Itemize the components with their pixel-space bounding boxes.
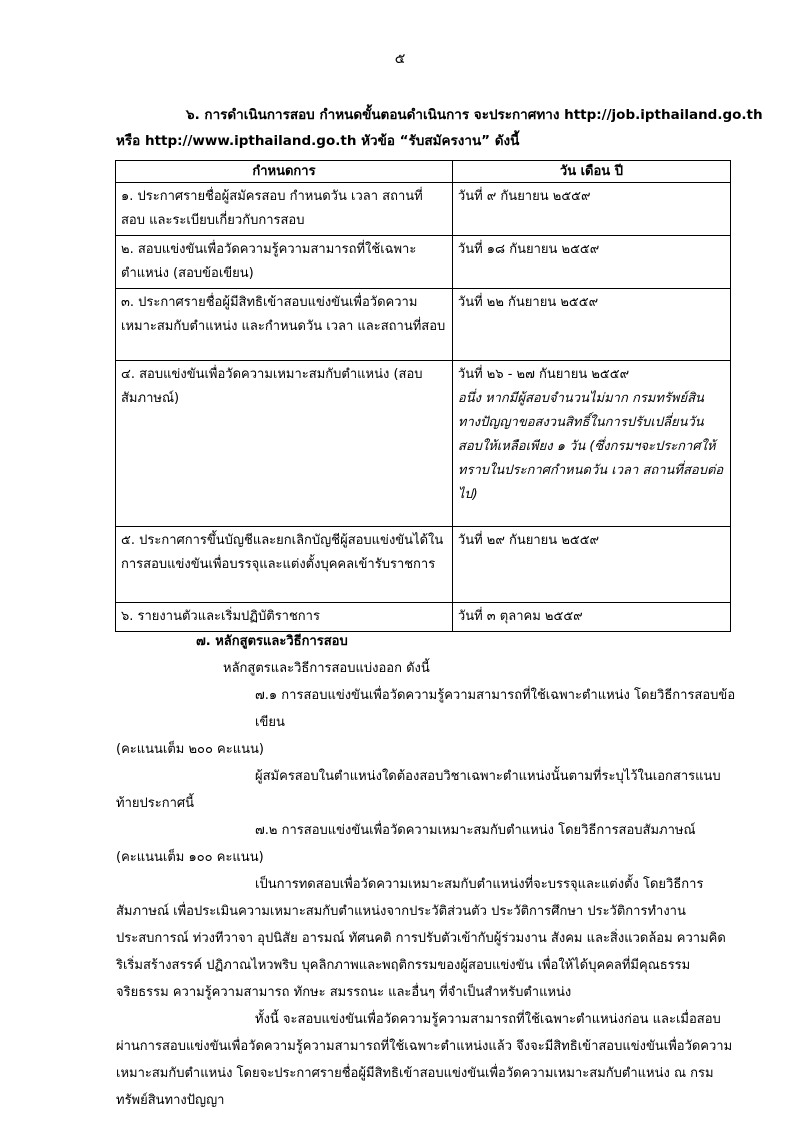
intro-line-2: หรือ http://www.ipthailand.go.th หัวข้อ “รับสมัครงาน” ดังนี้ <box>116 133 520 149</box>
date-cell: วันที่ ๓ ตุลาคม ๒๕๕๙ <box>452 603 730 632</box>
task-cell: ๕. ประกาศการขึ้นบัญชีและยกเลิกบัญชีผู้สอบแข่งขันได้ในการสอบแข่งขันเพื่อบรรจุและแต่งตั้งบุคคลเข้ารับราชการ <box>116 527 453 603</box>
schedule-table <box>115 160 731 632</box>
item-7-1-paragraph: ผู้สมัครสอบในตำแหน่งใดต้องสอบวิชาเฉพาะตำแหน่งนั้นตามที่ระบุไว้ในเอกสารแนบท้ายประกาศนี้ <box>116 769 721 811</box>
item-7-1-title: ๗.๑ การสอบแข่งขันเพื่อวัดความรู้ความสามารถที่ใช้เฉพาะตำแหน่ง โดยวิธีการสอบข้อเขียน <box>255 688 736 730</box>
page-number: ๕ <box>394 51 406 67</box>
task-cell: ๖. รายงานตัวและเริ่มปฏิบัติราชการ <box>116 603 453 632</box>
date-note: อนึ่ง หากมีผู้สอบจำนวนไม่มาก กรมทรัพย์สินทางปัญญาขอสงวนสิทธิ์ในการปรับเปลี่ยนวันสอบให้เหลือเพียง ๑ วัน (ซึ่งกรมฯจะประกาศให้ทราบในประกาศกำหนดวัน เวลา สถานที่สอบต่อไป) <box>457 391 724 502</box>
section-7 <box>116 628 736 1114</box>
interview-paragraph: เป็นการทดสอบเพื่อวัดความเหมาะสมกับตำแหน่งที่จะบรรจุและแต่งตั้ง โดยวิธีการสัมภาษณ์ เพื่อประเมินความเหมาะสมกับตำแหน่งจากประวัติส่วนตัว ประวัติการศึกษา ประวัติการทำงาน ประสบการณ์ ท่วงทีวาจา อุปนิสัย อารมณ์ ทัศนคติ การปรับตัวเข้ากับผู้ร่วมงาน สังคม และสิ่งแวดล้อม ความคิดริเริ่มสร้างสรรค์ ปฏิภาณไหวพริบ บุคลิกภาพและพฤติกรรมของผู้สอบแข่งขัน เพื่อให้ได้บุคคลที่มีคุณธรรม จริยธรรม ความรู้ความสามารถ ทักษะ สมรรถนะ และอื่นๆ ที่จำเป็นสำหรับตำแหน่ง <box>116 877 726 1000</box>
section-7-heading: ๗. หลักสูตรและวิธีการสอบ <box>196 634 348 649</box>
item-7-2-title: ๗.๒ การสอบแข่งขันเพื่อวัดความเหมาะสมกับตำแหน่ง โดยวิธีการสอบสัมภาษณ์ <box>255 823 696 838</box>
table-row <box>116 289 731 361</box>
date-cell: วันที่ ๙ กันยายน ๒๕๕๙ <box>452 183 730 236</box>
header-schedule: กำหนดการ <box>116 161 453 183</box>
table-header-row <box>116 161 731 183</box>
intro-line-1: ๖. การดำเนินการสอบ กำหนดขั้นตอนดำเนินการ จะประกาศทาง http://job.ipthailand.go.th <box>186 107 763 123</box>
section-7-subheading: หลักสูตรและวิธีการสอบแบ่งออก ดังนี้ <box>223 661 430 676</box>
date-value: วันที่ ๒๖ - ๒๗ กันยายน ๒๕๕๙ <box>457 367 630 382</box>
date-cell: วันที่ ๒๙ กันยายน ๒๕๕๙ <box>452 527 730 603</box>
table-row <box>116 527 731 603</box>
task-cell: ๑. ประกาศรายชื่อผู้สมัครสอบ กำหนดวัน เวลา สถานที่ สอบ และระเบียบเกี่ยวกับการสอบ <box>116 183 453 236</box>
item-7-2-score: (คะแนนเต็ม ๑๐๐ คะแนน) <box>116 850 264 865</box>
table-row <box>116 236 731 289</box>
table-row <box>116 361 731 527</box>
date-cell: วันที่ ๒๒ กันยายน ๒๕๕๙ <box>452 289 730 361</box>
task-cell: ๔. สอบแข่งขันเพื่อวัดความเหมาะสมกับตำแหน่ง (สอบสัมภาษณ์) <box>116 361 453 527</box>
item-7-1-score: (คะแนนเต็ม ๒๐๐ คะแนน) <box>116 742 264 757</box>
task-cell: ๒. สอบแข่งขันเพื่อวัดความรู้ความสามารถที่ใช้เฉพาะตำแหน่ง (สอบข้อเขียน) <box>116 236 453 289</box>
procedure-paragraph: ทั้งนี้ จะสอบแข่งขันเพื่อวัดความรู้ความสามารถที่ใช้เฉพาะตำแหน่งก่อน และเมื่อสอบผ่านการสอบแข่งขันเพื่อวัดความรู้ความสามารถที่ใช้เฉพาะตำแหน่งแล้ว จึงจะมีสิทธิเข้าสอบแข่งขันเพื่อวัดความเหมาะสมกับตำแหน่ง โดยจะประกาศรายชื่อผู้มีสิทธิเข้าสอบแข่งขันเพื่อวัดความเหมาะสมกับตำแหน่ง ณ กรมทรัพย์สินทางปัญญา <box>116 1012 733 1108</box>
header-date: วัน เดือน ปี <box>452 161 730 183</box>
date-cell <box>452 361 730 527</box>
table-row <box>116 183 731 236</box>
section-6-intro <box>116 102 763 154</box>
date-cell: วันที่ ๑๘ กันยายน ๒๕๕๙ <box>452 236 730 289</box>
task-cell: ๓. ประกาศรายชื่อผู้มีสิทธิเข้าสอบแข่งขันเพื่อวัดความเหมาะสมกับตำแหน่ง และกำหนดวัน เวลา และสถานที่สอบ <box>116 289 453 361</box>
